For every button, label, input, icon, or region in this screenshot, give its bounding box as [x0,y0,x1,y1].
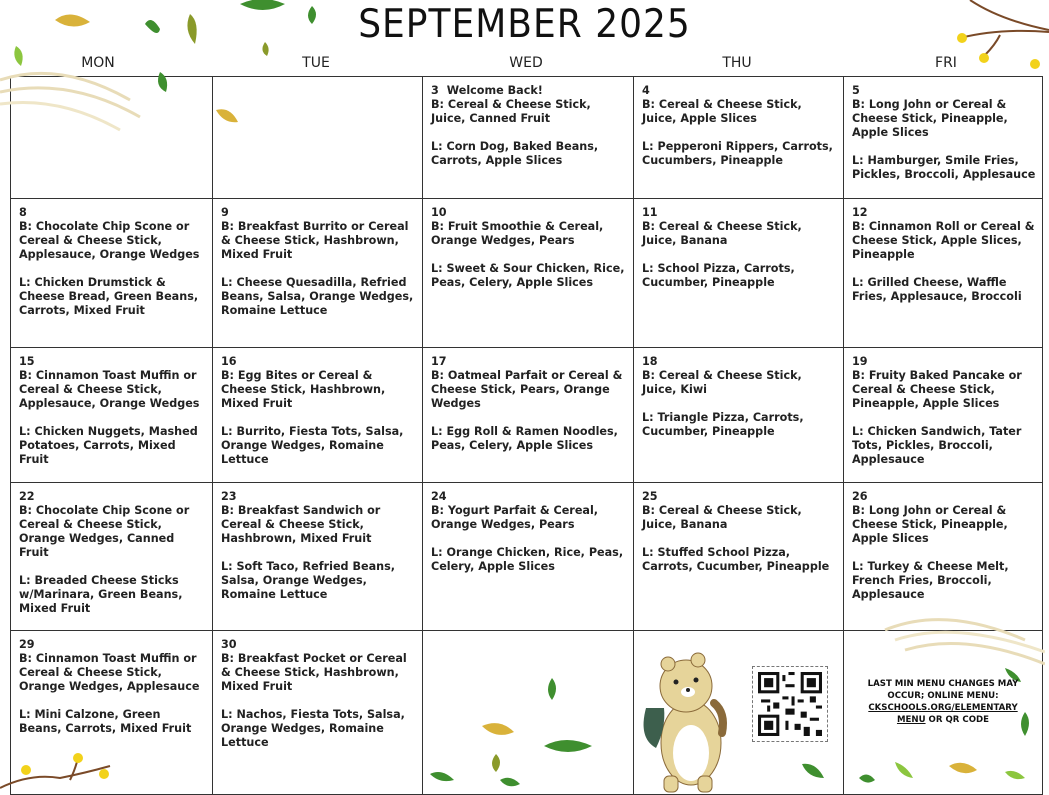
note-text: LAST MIN MENU CHANGES MAY OCCUR; ONLINE MENU: [867,679,1019,701]
meal-spacer [642,532,837,546]
lunch-menu: L: Hamburger, Smile Fries, Pickles, Broccoli, Applesauce [852,154,1036,181]
day-number: 4 [642,84,650,97]
breakfast-menu: B: Fruit Smoothie & Cereal, Orange Wedges, Pears [431,220,604,247]
day-number-line [431,206,627,220]
day-header-wed: WED [509,55,543,71]
calendar-day-cell [10,482,212,630]
meal-spacer [431,126,627,140]
day-number-line [19,490,206,504]
day-number-line [431,490,627,504]
day-number: 15 [19,355,35,368]
day-number: 23 [221,490,237,503]
day-number: 17 [431,355,447,368]
meal-spacer [642,397,837,411]
meal-spacer [19,560,206,574]
decorative-leaves-wed [424,670,624,795]
meal-spacer [431,532,627,546]
meal-spacer [221,546,416,560]
breakfast-menu: B: Breakfast Burrito or Cereal & Cheese Stick, Hashbrown, Mixed Fruit [221,220,409,261]
breakfast-menu: B: Cereal & Cheese Stick, Juice, Canned Fruit [431,98,591,125]
calendar-day-cell [633,76,843,198]
day-number-line [221,490,416,504]
day-number: 25 [642,490,658,503]
menu-changes-note [858,678,1028,726]
meal-spacer [852,262,1037,276]
calendar-day-cell [843,198,1043,347]
day-number: 30 [221,638,237,651]
online-menu-link[interactable]: CKSCHOOLS.ORG/ELEMENTARY MENU [868,703,1018,725]
calendar-day-cell [422,482,633,630]
lunch-menu: L: Chicken Sandwich, Tater Tots, Pickles, Broccoli, Applesauce [852,425,1022,466]
day-number: 16 [221,355,237,368]
lunch-menu: L: Chicken Nuggets, Mashed Potatoes, Carrots, Mixed Fruit [19,425,198,466]
breakfast-menu: B: Chocolate Chip Scone or Cereal & Cheese Stick, Applesauce, Orange Wedges [19,220,200,261]
calendar-day-cell [633,347,843,482]
day-header-fri: FRI [935,55,957,71]
day-number: 3 [431,84,439,97]
day-number-line [852,490,1037,504]
note-text-end: OR QR CODE [925,715,990,725]
day-number: 11 [642,206,658,219]
day-number-line [642,84,837,98]
day-number-line [642,355,837,369]
lunch-menu: L: Egg Roll & Ramen Noodles, Peas, Celery, Apple Slices [431,425,618,452]
qr-code-pattern [758,672,822,736]
meal-spacer [852,140,1037,154]
decorative-branch-top-right [940,0,1049,80]
calendar-day-cell [10,347,212,482]
meal-spacer [642,248,837,262]
breakfast-menu: B: Chocolate Chip Scone or Cereal & Cheese Stick, Orange Wedges, Canned Fruit [19,504,190,559]
day-number-line [19,206,206,220]
decorative-leaves-top-left [0,0,330,140]
day-number-line [19,355,206,369]
lunch-menu: L: Triangle Pizza, Carrots, Cucumber, Pineapple [642,411,804,438]
meal-spacer [642,126,837,140]
day-number: 18 [642,355,658,368]
day-number-line [852,84,1037,98]
lunch-menu: L: Pepperoni Rippers, Carrots, Cucumbers, Pineapple [642,140,833,167]
day-event: Welcome Back! [446,84,543,97]
breakfast-menu: B: Long John or Cereal & Cheese Stick, Pineapple, Apple Slices [852,98,1008,139]
lunch-menu: L: Nachos, Fiesta Tots, Salsa, Orange Wedges, Romaine Lettuce [221,708,405,749]
breakfast-menu: B: Long John or Cereal & Cheese Stick, Pineapple, Apple Slices [852,504,1008,545]
meal-spacer [431,411,627,425]
lunch-menu: L: Corn Dog, Baked Beans, Carrots, Apple Slices [431,140,599,167]
lunch-menu: L: Chicken Drumstick & Cheese Bread, Green Beans, Carrots, Mixed Fruit [19,276,199,317]
day-header-mon: MON [81,55,115,71]
lunch-menu: L: Turkey & Cheese Melt, French Fries, Broccoli, Applesauce [852,560,1009,601]
breakfast-menu: B: Breakfast Sandwich or Cereal & Cheese Stick, Hashbrown, Mixed Fruit [221,504,381,545]
day-number-line [431,355,627,369]
meal-spacer [19,694,206,708]
calendar-day-cell [422,198,633,347]
day-header-thu: THU [722,55,752,71]
breakfast-menu: B: Cinnamon Roll or Cereal & Cheese Stick, Apple Slices, Pineapple [852,220,1035,261]
breakfast-menu: B: Yogurt Parfait & Cereal, Orange Wedges, Pears [431,504,599,531]
day-number-line [642,490,837,504]
calendar-day-cell [422,347,633,482]
decorative-branch-bottom-left [0,740,140,795]
day-number-line [221,355,416,369]
day-number-line [221,206,416,220]
calendar-day-cell [633,198,843,347]
lunch-menu: L: Mini Calzone, Green Beans, Carrots, Mixed Fruit [19,708,192,735]
breakfast-menu: B: Oatmeal Parfait or Cereal & Cheese Stick, Pears, Orange Wedges [431,369,623,410]
qr-code[interactable] [752,666,828,742]
calendar-day-cell [212,347,422,482]
day-number-line [852,355,1037,369]
day-number-line [19,638,206,652]
calendar-day-cell [212,630,422,795]
day-number: 29 [19,638,35,651]
day-number-line [431,84,627,98]
lunch-menu: L: Soft Taco, Refried Beans, Salsa, Orange Wedges, Romaine Lettuce [221,560,396,601]
day-number-line [852,206,1037,220]
lunch-menu: L: Breaded Cheese Sticks w/Marinara, Green Beans, Mixed Fruit [19,574,183,615]
calendar-day-cell [633,482,843,630]
day-number: 8 [19,206,27,219]
meal-spacer [852,411,1037,425]
calendar-day-cell [422,76,633,198]
day-header-tue: TUE [302,55,330,71]
breakfast-menu: B: Egg Bites or Cereal & Cheese Stick, Hashbrown, Mixed Fruit [221,369,386,410]
breakfast-menu: B: Cereal & Cheese Stick, Juice, Apple Slices [642,98,802,125]
meal-spacer [19,411,206,425]
day-number: 22 [19,490,35,503]
day-number: 10 [431,206,447,219]
lunch-menu: L: Sweet & Sour Chicken, Rice, Peas, Celery, Apple Slices [431,262,625,289]
breakfast-menu: B: Fruity Baked Pancake or Cereal & Cheese Stick, Pineapple, Apple Slices [852,369,1022,410]
calendar-day-cell [843,76,1043,198]
meal-spacer [431,248,627,262]
breakfast-menu: B: Breakfast Pocket or Cereal & Cheese Stick, Hashbrown, Mixed Fruit [221,652,407,693]
breakfast-menu: B: Cinnamon Toast Muffin or Cereal & Cheese Stick, Applesauce, Orange Wedges [19,369,200,410]
lunch-menu: L: Orange Chicken, Rice, Peas, Celery, Apple Slices [431,546,624,573]
breakfast-menu: B: Cinnamon Toast Muffin or Cereal & Cheese Stick, Orange Wedges, Applesauce [19,652,200,693]
decorative-leaf-thu [800,760,830,785]
meal-spacer [221,694,416,708]
meal-spacer [852,546,1037,560]
lunch-menu: L: Burrito, Fiesta Tots, Salsa, Orange Wedges, Romaine Lettuce [221,425,404,466]
meal-spacer [221,262,416,276]
breakfast-menu: B: Cereal & Cheese Stick, Juice, Kiwi [642,369,802,396]
calendar-day-cell [212,482,422,630]
meal-spacer [19,262,206,276]
lunch-menu: L: Grilled Cheese, Waffle Fries, Applesauce, Broccoli [852,276,1022,303]
day-number: 12 [852,206,868,219]
bear-illustration [636,648,736,795]
lunch-menu: L: Stuffed School Pizza, Carrots, Cucumber, Pineapple [642,546,830,573]
lunch-menu: L: Cheese Quesadilla, Refried Beans, Salsa, Orange Wedges, Romaine Lettuce [221,276,414,317]
lunch-menu: L: School Pizza, Carrots, Cucumber, Pineapple [642,262,795,289]
breakfast-menu: B: Cereal & Cheese Stick, Juice, Banana [642,220,802,247]
meal-spacer [221,411,416,425]
day-number-line [221,638,416,652]
day-number: 9 [221,206,229,219]
breakfast-menu: B: Cereal & Cheese Stick, Juice, Banana [642,504,802,531]
day-number-line [642,206,837,220]
day-number: 5 [852,84,860,97]
calendar-day-cell [10,198,212,347]
day-number: 26 [852,490,868,503]
calendar-day-cell [212,198,422,347]
day-number: 19 [852,355,868,368]
day-number: 24 [431,490,447,503]
calendar-day-cell [843,347,1043,482]
page-title: SEPTEMBER 2025 [358,2,691,47]
